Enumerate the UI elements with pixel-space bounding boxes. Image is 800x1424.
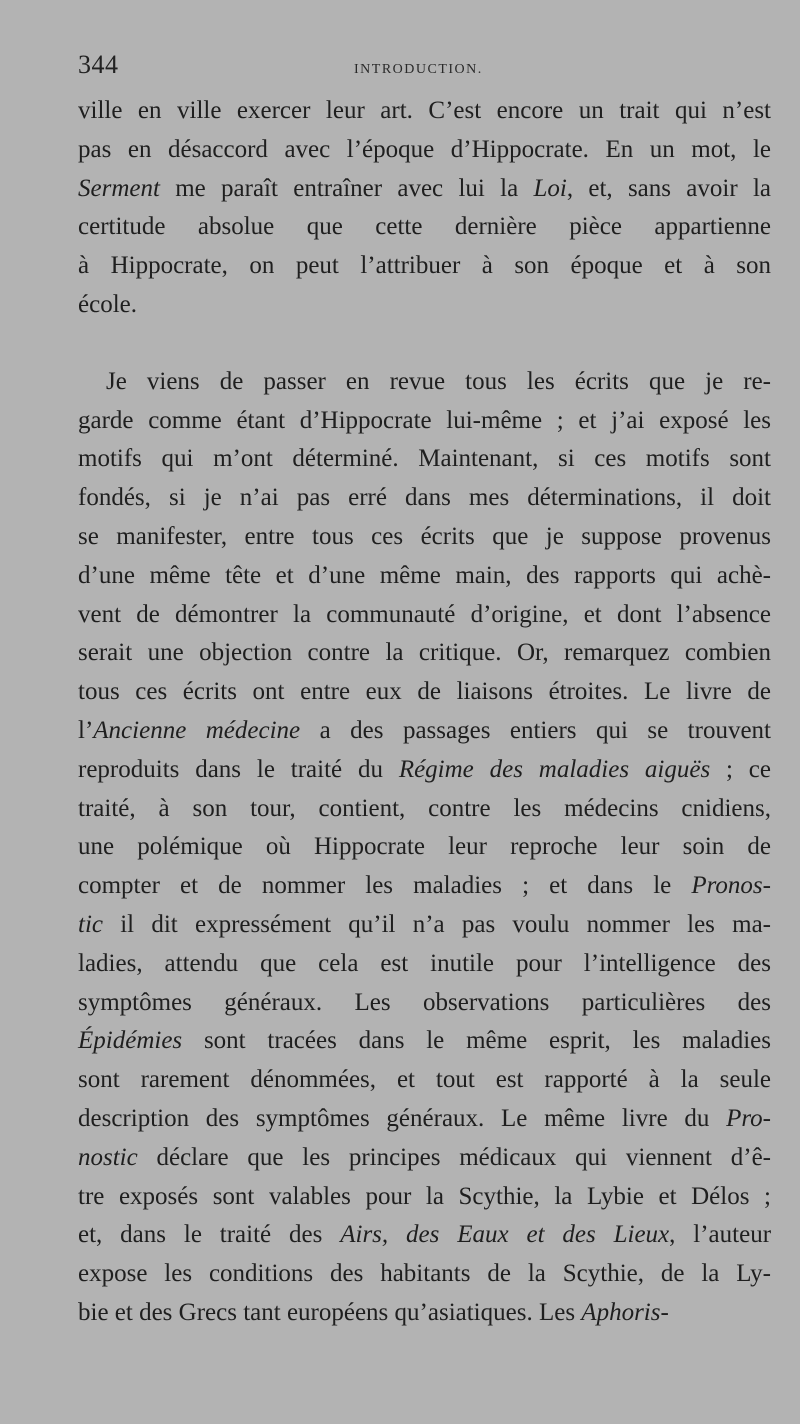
text-line [78,208,771,247]
text-segment: , et, sans avoir la [566,174,771,202]
text-line [78,634,771,673]
text-segment: pas en désaccord avec l’époque d’Hippocrate. En un mot, le [78,135,771,163]
italic-text: Serment [78,174,160,202]
text-line [78,131,771,170]
text-line [78,1139,771,1178]
text-segment: bie et des Grecs tant européens qu’asiatiques. Les [78,1298,582,1326]
text-segment: traité, à son tour, contient, contre les médecins cnidiens, [78,794,771,822]
text-segment: tous ces écrits ont entre eux de liaisons étroites. Le livre de [78,678,771,706]
text-segment: certitude absolue que cette dernière pièce appartienne [78,213,771,241]
text-segment: me paraît entraîner avec lui la [159,174,534,202]
text-line [78,1022,771,1061]
text-line [78,479,771,518]
text-segment: se manifester, entre tous ces écrits que je suppose provenus [78,522,771,550]
italic-text: Régime des maladies aiguës [398,755,711,783]
text-segment: reproduits dans le traité du [78,755,399,783]
text-segment: école. [78,290,137,318]
text-segment: ville en ville exercer leur art. C’est encore un trait qui n’est [78,97,771,124]
text-line [78,906,771,945]
text-segment: tre exposés sont valables pour la Scythie, la Lybie et Délos ; [78,1182,771,1210]
text-line [78,1061,771,1100]
text-segment: garde comme étant d’Hippocrate lui-même ; et j’ai exposé les [78,406,771,434]
text-segment: et, dans le traité des [78,1221,341,1249]
text-line [78,363,771,402]
text-line [78,1178,771,1217]
text-segment: motifs qui m’ont déterminé. Maintenant, si ces motifs sont [78,445,771,473]
text-segment: , l’auteur [669,1221,772,1249]
text-line [78,1255,771,1294]
text-segment: à Hippocrate, on peut l’attribuer à son époque et à son [78,252,771,280]
text-line [78,945,771,984]
italic-text: Aphoris- [581,1298,669,1326]
text-segment: serait une objection contre la critique. Or, remarquez combien [78,639,771,667]
page-header [78,50,770,84]
text-line [78,673,771,712]
italic-text: Épidémies [78,1027,183,1055]
text-segment: description des symptômes généraux. Le même livre du [78,1104,727,1132]
text-segment: ladies, attendu que cela est inutile pour l’intelligence des [78,949,771,977]
italic-text: Loi [533,174,567,202]
text-line [78,402,771,441]
text-line [78,751,771,790]
text-segment: compter et de nommer les maladies ; et dans le [78,872,692,900]
italic-text: Airs, des Eaux et des Lieux [340,1221,670,1249]
page-number: 344 [78,50,119,79]
text-line [78,92,771,131]
text-segment: Je viens de passer en revue tous les écrits que je re- [106,367,771,395]
text-segment: sont rarement dénommées, et tout est rapporté à la seule [78,1066,771,1094]
text-segment: déclare que les principes médicaux qui viennent d’ê- [137,1143,771,1171]
text-line [78,790,771,829]
text-line [78,286,771,325]
text-segment: fondés, si je n’ai pas erré dans mes déterminations, il doit [78,484,771,512]
text-line [78,557,771,596]
running-head: INTRODUCTION. [354,62,483,77]
text-line [78,440,771,479]
text-segment: symptômes généraux. Les observations particulières des [78,988,771,1016]
text-segment: expose les conditions des habitants de la Scythie, de la Ly- [78,1260,771,1288]
italic-text: Pro- [726,1104,771,1132]
text-line [78,867,771,906]
text-line [78,596,771,635]
text-segment: ; ce [710,755,771,783]
text-line [78,1100,771,1139]
text-line [78,1294,771,1333]
text-line [78,828,771,867]
text-line [78,1216,771,1255]
text-segment: d’une même tête et d’une même main, des rapports qui achè- [78,561,771,589]
text-line [78,984,771,1023]
text-line [78,712,771,751]
text-segment: sont tracées dans le même esprit, les maladies [182,1027,771,1055]
italic-text: tic [78,910,103,938]
text-segment: l’ [78,716,94,744]
text-segment: une polémique où Hippocrate leur reproche leur soin de [78,833,771,861]
text-line [78,170,771,209]
italic-text: nostic [78,1143,138,1171]
text-segment: vent de démontrer la communauté d’origine, et dont l’absence [78,600,771,628]
paragraph [78,363,771,1333]
text-segment: il dit expressément qu’il n’a pas voulu nommer les ma- [103,910,771,938]
text-line [78,247,771,286]
body-text [78,92,771,1333]
italic-text: Ancienne médecine [93,716,301,744]
text-segment: a des passages entiers qui se trouvent [300,716,771,744]
text-line [78,518,771,557]
italic-text: Pronos- [691,872,771,900]
paragraph [78,92,771,325]
paragraph-spacing [78,325,771,363]
